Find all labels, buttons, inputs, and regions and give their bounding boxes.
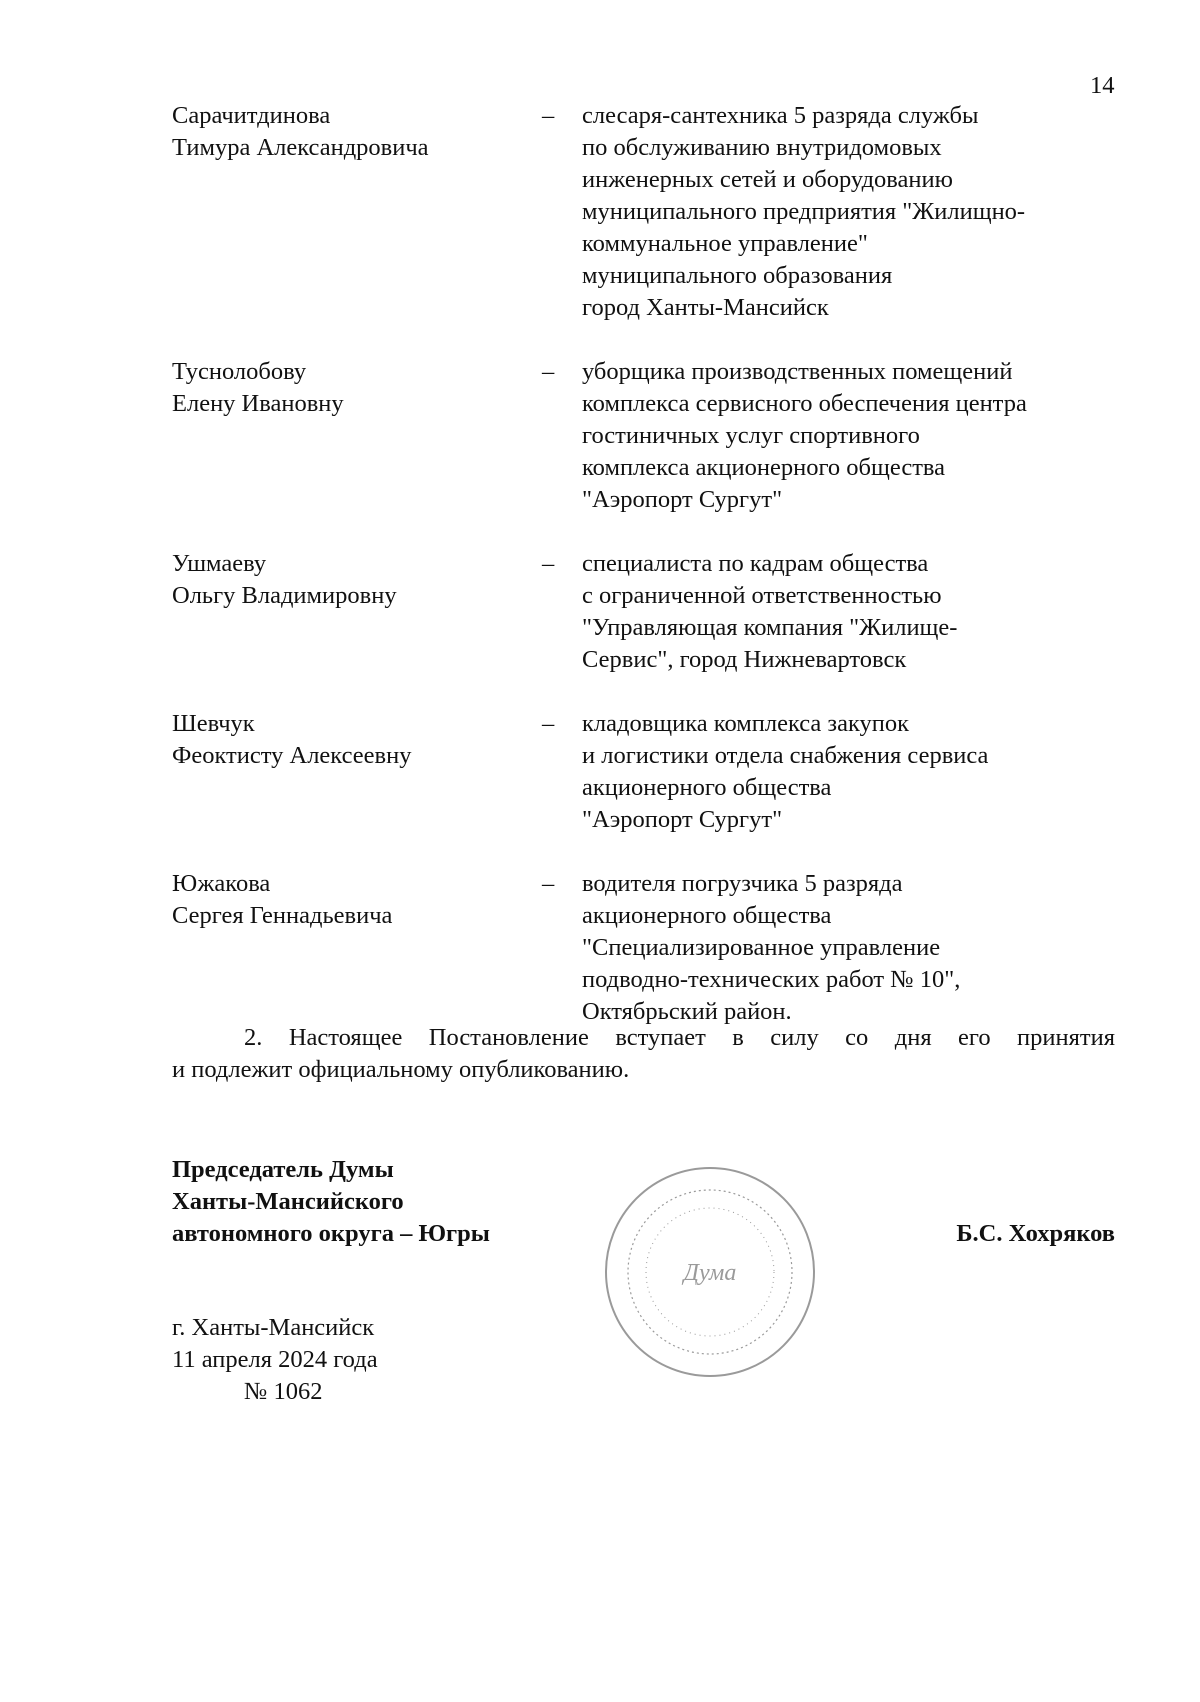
clause-line: 2. Настоящее Постановление вступает в силу со дня его принятия [244, 1024, 1115, 1051]
name-line: Елену Ивановну [172, 390, 344, 417]
position-line: "Аэропорт Сургут" [582, 806, 783, 833]
dash: – [542, 550, 555, 577]
position-line: по обслуживанию внутридомовых [582, 134, 942, 161]
dash: – [542, 358, 555, 385]
name-line: Сергея Геннадьевича [172, 902, 393, 929]
appointee-name [172, 548, 532, 612]
position-line: гостиничных услуг спортивного [582, 422, 920, 449]
position-line: "Управляющая компания "Жилище- [582, 614, 958, 641]
appointee-name [172, 100, 532, 164]
position-line: муниципального образования [582, 262, 893, 289]
name-line: Сарачитдинова [172, 102, 331, 129]
signer-name: Б.С. Хохряков [956, 1220, 1115, 1247]
dash: – [542, 102, 555, 129]
signatory-title-line: автономного округа – Югры [172, 1220, 490, 1247]
position-line: комплекса сервисного обеспечения центра [582, 390, 1027, 417]
issue-number: № 1062 [244, 1378, 323, 1405]
name-line: Шевчук [172, 710, 255, 737]
position-line: "Аэропорт Сургут" [582, 486, 783, 513]
position-line: и логистики отдела снабжения сервиса [582, 742, 989, 769]
appointee-position [582, 548, 1122, 676]
issue-date: 11 апреля 2024 года [172, 1346, 378, 1373]
position-line: акционерного общества [582, 774, 832, 801]
appointee-position [582, 356, 1122, 516]
signatory-title-line: Ханты-Мансийского [172, 1188, 404, 1215]
seal-text: Дума [683, 1260, 737, 1286]
dash: – [542, 710, 555, 737]
position-line: слесаря-сантехника 5 разряда службы [582, 102, 979, 129]
issue-details [172, 1312, 378, 1408]
name-line: Тимура Александровича [172, 134, 429, 161]
position-line: уборщика производственных помещений [582, 358, 1013, 385]
dash: – [542, 870, 555, 897]
appointee-position [582, 708, 1122, 836]
name-line: Феоктисту Алексеевну [172, 742, 412, 769]
name-line: Туснолобову [172, 358, 307, 385]
signatory-title-line: Председатель Думы [172, 1156, 394, 1183]
appointee-position [582, 100, 1122, 324]
clause-line: и подлежит официальному опубликованию. [172, 1056, 630, 1083]
position-line: акционерного общества [582, 902, 832, 929]
position-line: водителя погрузчика 5 разряда [582, 870, 903, 897]
position-line: с ограниченной ответственностью [582, 582, 942, 609]
position-line: инженерных сетей и оборудованию [582, 166, 953, 193]
position-line: Сервис", город Нижневартовск [582, 646, 907, 673]
page-number: 14 [1090, 72, 1115, 99]
issue-city: г. Ханты-Мансийск [172, 1314, 375, 1341]
position-line: подводно-технических работ № 10", [582, 966, 961, 993]
clause-paragraph [172, 1022, 1115, 1086]
name-line: Южакова [172, 870, 271, 897]
official-seal [600, 1162, 820, 1382]
position-line: Октябрьский район. [582, 998, 792, 1025]
position-line: "Специализированное управление [582, 934, 941, 961]
appointee-name [172, 868, 532, 932]
position-line: специалиста по кадрам общества [582, 550, 929, 577]
position-line: кладовщика комплекса закупок [582, 710, 910, 737]
position-line: комплекса акционерного общества [582, 454, 946, 481]
position-line: коммунальное управление" [582, 230, 868, 257]
position-line: город Ханты-Мансийск [582, 294, 829, 321]
name-line: Ушмаеву [172, 550, 267, 577]
position-line: муниципального предприятия "Жилищно- [582, 198, 1026, 225]
appointee-name [172, 356, 532, 420]
appointee-name [172, 708, 532, 772]
appointee-position [582, 868, 1122, 1028]
signatory-title [172, 1154, 490, 1250]
name-line: Ольгу Владимировну [172, 582, 397, 609]
